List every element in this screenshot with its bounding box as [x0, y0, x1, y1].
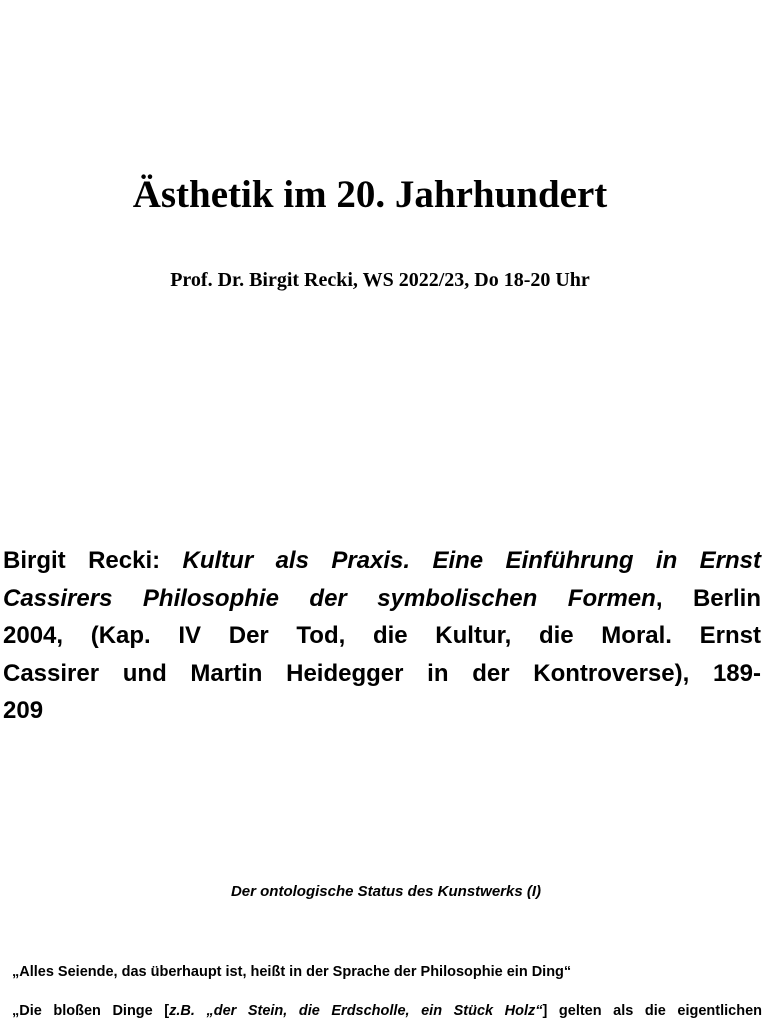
citation-line-1 — [3, 542, 761, 580]
citation-publisher-place: , Berlin — [655, 584, 761, 612]
citation-line-5: 209 — [3, 697, 44, 724]
quote2-start: „Die bloßen Dinge [ — [12, 1003, 170, 1019]
citation-line-3: 2004, (Kap. IV Der Tod, die Kultur, die Moral. Ernst — [3, 622, 761, 649]
quote-paragraph-2 — [12, 1000, 762, 1022]
citation-book-title-part-2: Cassirers Philosophie der symbolischen Formen — [3, 584, 656, 612]
citation-book-title-part-1: Kultur als Praxis. Eine Einführung in Ernst — [182, 547, 762, 574]
page-title: Ästhetik im 20. Jahrhundert — [132, 173, 608, 216]
quote2-end: ] gelten als die eigentlichen — [542, 1003, 762, 1019]
citation-line-2 — [3, 580, 761, 618]
section-heading: Der ontologische Status des Kunstwerks (I) — [230, 883, 542, 900]
lecture-info: Prof. Dr. Birgit Recki, WS 2022/23, Do 18-20 Uhr — [170, 269, 590, 291]
quote2-examples: z.B. „der Stein, die Erdscholle, ein Stück Holz“ — [169, 1003, 543, 1019]
citation-author: Birgit Recki: — [3, 547, 183, 574]
citation-line-4: Cassirer und Martin Heidegger in der Kontroverse), 189- — [3, 659, 761, 687]
quote-paragraph-1: „Alles Seiende, das überhaupt ist, heißt in der Sprache der Philosophie ein Ding“ — [12, 964, 572, 980]
literature-citation — [3, 542, 761, 730]
